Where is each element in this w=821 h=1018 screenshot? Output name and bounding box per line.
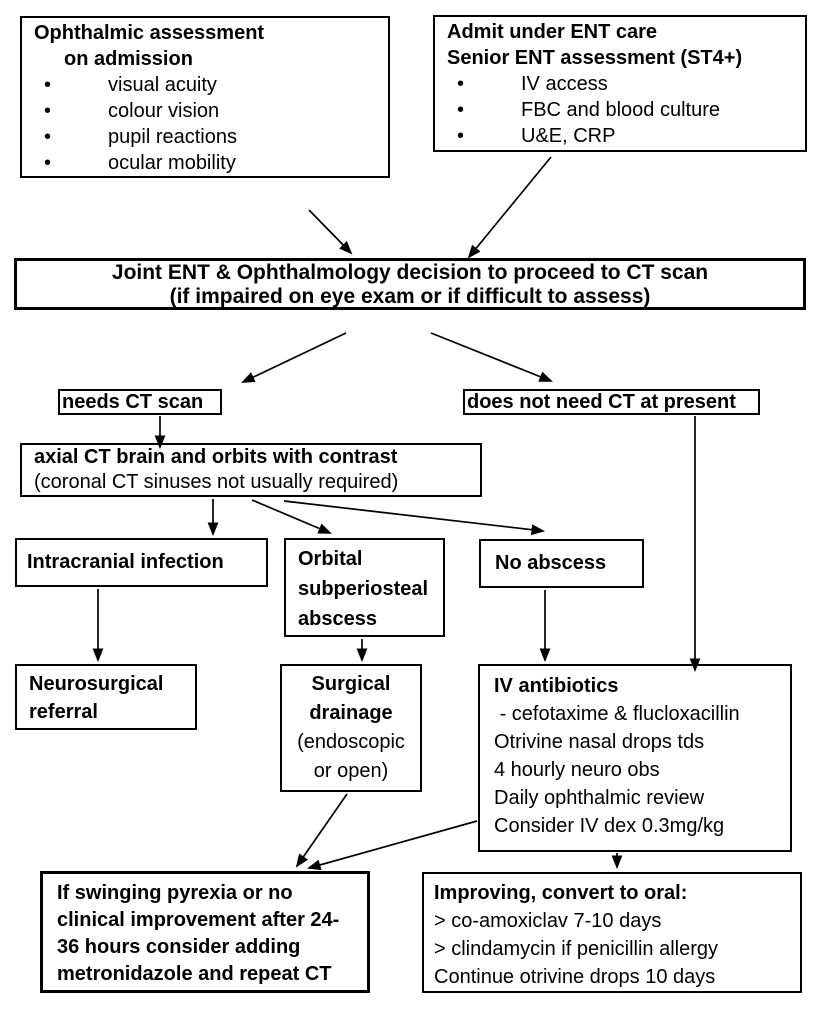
arrow-ophthalmic-to-decision [309,210,351,253]
node-subtitle: (coronal CT sinuses not usually required) [34,471,399,493]
node-title-line2: Senior ENT assessment (ST4+) [447,47,743,69]
node-label: If swinging pyrexia or no clinical improvement after 24-36 hours consider adding metronidazole and repeat CT [57,882,340,985]
treatment-line: > co-amoxiclav 7-10 days [434,910,662,932]
decision-line1: Joint ENT & Ophthalmology decision to proceed to CT scan [111,261,709,284]
node-title: Admit under ENT care [447,21,658,43]
bullet-icon: • [457,125,465,147]
node-swinging-pyrexia-warning [40,871,370,993]
arrow-axial-to-no-abscess [284,501,543,531]
arrow-surgical-to-pyrexia [297,794,347,866]
node-surgical-drainage [280,664,422,792]
node-does-not-need-ct [463,389,760,415]
list-item-label: colour vision [108,100,220,122]
list-item [34,124,382,150]
node-title: Ophthalmic assessment [34,22,265,44]
arrow-admit-to-decision [469,157,551,257]
treatment-line: Continue otrivine drops 10 days [434,966,716,988]
node-label: Orbital subperiosteal abscess [298,548,434,630]
node-iv-antibiotics [478,664,792,852]
node-needs-ct-scan [58,389,222,415]
treatment-line: Otrivine nasal drops tds [494,731,705,753]
treatment-line: Consider IV dex 0.3mg/kg [494,815,725,837]
treatment-line: Daily ophthalmic review [494,787,705,809]
node-title: axial CT brain and orbits with contrast [34,446,398,468]
node-label: Intracranial infection [27,551,224,573]
node-improving-convert-oral [422,872,802,993]
list-item-label: FBC and blood culture [521,99,721,121]
arrow-decision-to-needs-ct [243,333,346,382]
node-orbital-subperiosteal-abscess [284,538,445,637]
decision-line2: (if impaired on eye exam or if difficult to assess) [169,285,651,308]
list-item-label: ocular mobility [108,152,236,174]
node-neurosurgical-referral [15,664,197,730]
node-axial-ct [20,443,482,497]
node-intracranial-infection [15,538,268,587]
branch-label: needs CT scan [62,391,204,413]
arrow-axial-to-orbital [252,500,330,533]
list-item [34,150,382,176]
list-item-label: IV access [521,73,608,95]
treatment-line: > clindamycin if penicillin allergy [434,938,719,960]
node-ophthalmic-assessment [20,16,390,178]
node-label: Neurosurgical referral [29,673,170,723]
node-title: Improving, convert to oral: [434,882,688,904]
list-item [447,71,799,97]
node-title: IV antibiotics [494,675,619,697]
arrow-iv-to-pyrexia [309,821,477,868]
list-item-label: pupil reactions [108,126,237,148]
list-item [447,97,799,123]
node-title: Surgical drainage [309,673,397,724]
bullet-icon: • [457,99,465,121]
arrow-decision-to-no-ct [431,333,551,381]
bullet-icon: • [44,152,52,174]
list-item [34,72,382,98]
node-joint-decision-ct-scan [14,258,806,310]
list-item [34,98,382,124]
branch-label: does not need CT at present [467,391,736,413]
node-subtitle: (endoscopic or open) [297,731,411,782]
node-label: No abscess [495,552,607,574]
bullet-icon: • [44,74,52,96]
node-no-abscess [479,539,644,588]
treatment-line: 4 hourly neuro obs [494,759,660,781]
bullet-icon: • [44,126,52,148]
list-item-label: visual acuity [108,74,217,96]
list-item-label: U&E, CRP [521,125,616,147]
treatment-line: - cefotaxime & flucloxacillin [494,703,740,725]
node-title-line2: on admission [64,48,193,70]
node-admit-ent-care [433,15,807,152]
list-item [447,123,799,149]
bullet-icon: • [457,73,465,95]
bullet-icon: • [44,100,52,122]
